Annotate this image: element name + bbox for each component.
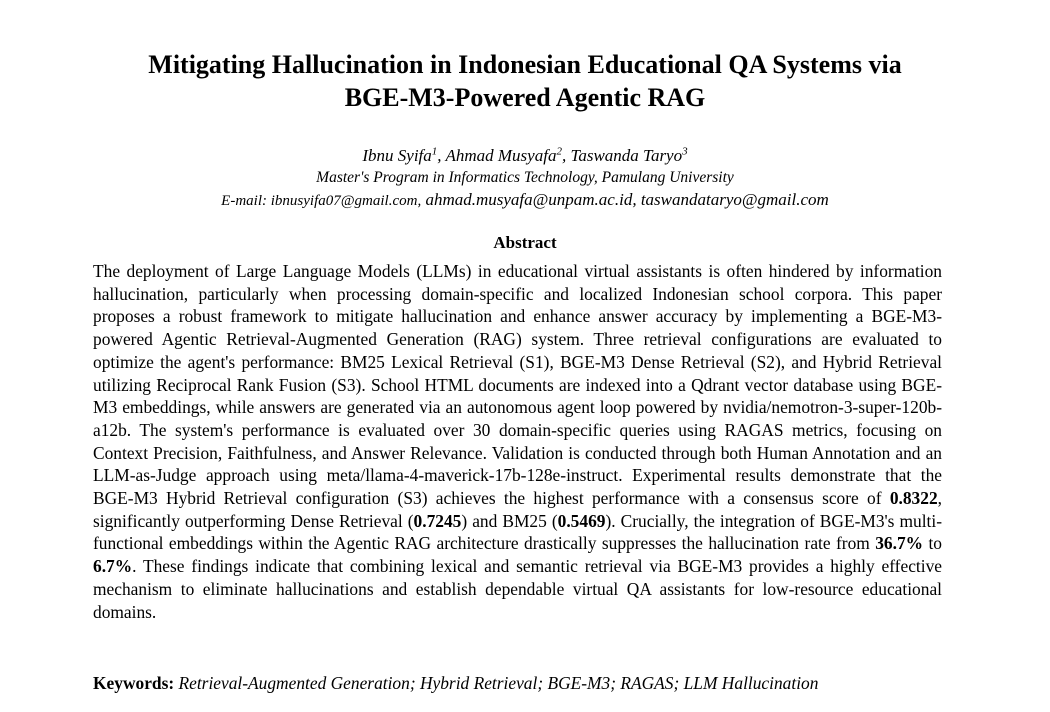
email-line (0, 189, 1050, 212)
author-name: Ahmad Musyafa (445, 146, 557, 165)
abstract-heading: Abstract (493, 233, 557, 252)
author-separator: , (437, 146, 446, 165)
abstract-segment: , significantly outperforming Dense Retrieval ( (93, 488, 942, 531)
title-line-2: BGE-M3-Powered Agentic RAG (344, 83, 706, 112)
email-addresses: ahmad.musyafa@unpam.ac.id, taswandataryo@gmail.com (421, 190, 829, 209)
author-affiliation-number: 2 (556, 145, 562, 158)
hallucination-rate-after: 6.7% (93, 556, 133, 577)
abstract-segment: The deployment of Large Language Models (LLMs) in educational virtual assistants is often hindered by information hallucination, particularly when processing domain-specific and localized Indonesian school corpora. This paper proposes a robust framework to mitigate hallucination and enhance answer accuracy by implementing a BGE-M3-powered Agentic Retrieval-Augmented Generation (RAG) system. Three retrieval configurations are evaluated to optimize the agent's performance: BM25 Lexical Retrieval (S1), BGE-M3 Dense Retrieval (S2), and Hybrid Retrieval utilizing Reciprocal Rank Fusion (S3). School HTML documents are indexed into a Qdrant vector database using BGE-M3 embeddings, while answers are generated via an autonomous agent loop powered by nvidia/nemotron-3-super-120b-a12b. The system's performance is evaluated over 30 domain-specific queries using RAGAS metrics, focusing on Context Precision, Faithfulness, and Answer Relevance. Validation is conducted through both Human Annotation and an LLM-as-Judge approach using meta/llama-4-maverick-17b-128e-instruct. Experimental results demonstrate that the BGE-M3 Hybrid Retrieval configuration (S3) achieves the highest performance with a consensus score of (93, 261, 942, 509)
abstract-segment: ). Crucially, the integration of BGE-M3's multi-functional embeddings within the Agentic RAG architecture drastically suppresses the hallucination rate from (93, 510, 942, 554)
keywords-line (93, 672, 993, 694)
title-line-1: Mitigating Hallucination in Indonesian Educational QA Systems via (148, 50, 902, 79)
author-name: Taswanda Taryo (570, 146, 683, 165)
score-hybrid: 0.8322 (889, 488, 938, 509)
author-name: Ibnu Syifa (362, 146, 432, 165)
email-prefix: E-mail: ibnusyifa07@gmail.com, (221, 193, 422, 209)
author-separator: , (561, 146, 571, 165)
keywords-text: Retrieval-Augmented Generation; Hybrid Retrieval; BGE-M3; RAGAS; LLM Hallucination (174, 673, 819, 693)
affiliation: Master's Program in Informatics Technology, Pamulang University (316, 169, 734, 186)
hallucination-rate-before: 36.7% (875, 533, 924, 554)
abstract-segment: to (923, 533, 942, 554)
keywords-label: Keywords: (93, 673, 175, 693)
abstract-text (93, 260, 942, 623)
author-list (0, 145, 1050, 166)
author-affiliation-number: 1 (431, 145, 438, 158)
abstract-segment: ) and BM25 ( (461, 510, 558, 531)
score-bm25: 0.5469 (557, 510, 606, 531)
abstract-segment: . These findings indicate that combining lexical and semantic retrieval via BGE-M3 provides a highly effective mechanism to eliminate hallucinations and establish dependable virtual QA assistants for low-resource educational domains. (93, 556, 942, 622)
paper-title (60, 48, 990, 114)
author-affiliation-number: 3 (682, 145, 688, 158)
score-dense: 0.7245 (413, 510, 462, 531)
